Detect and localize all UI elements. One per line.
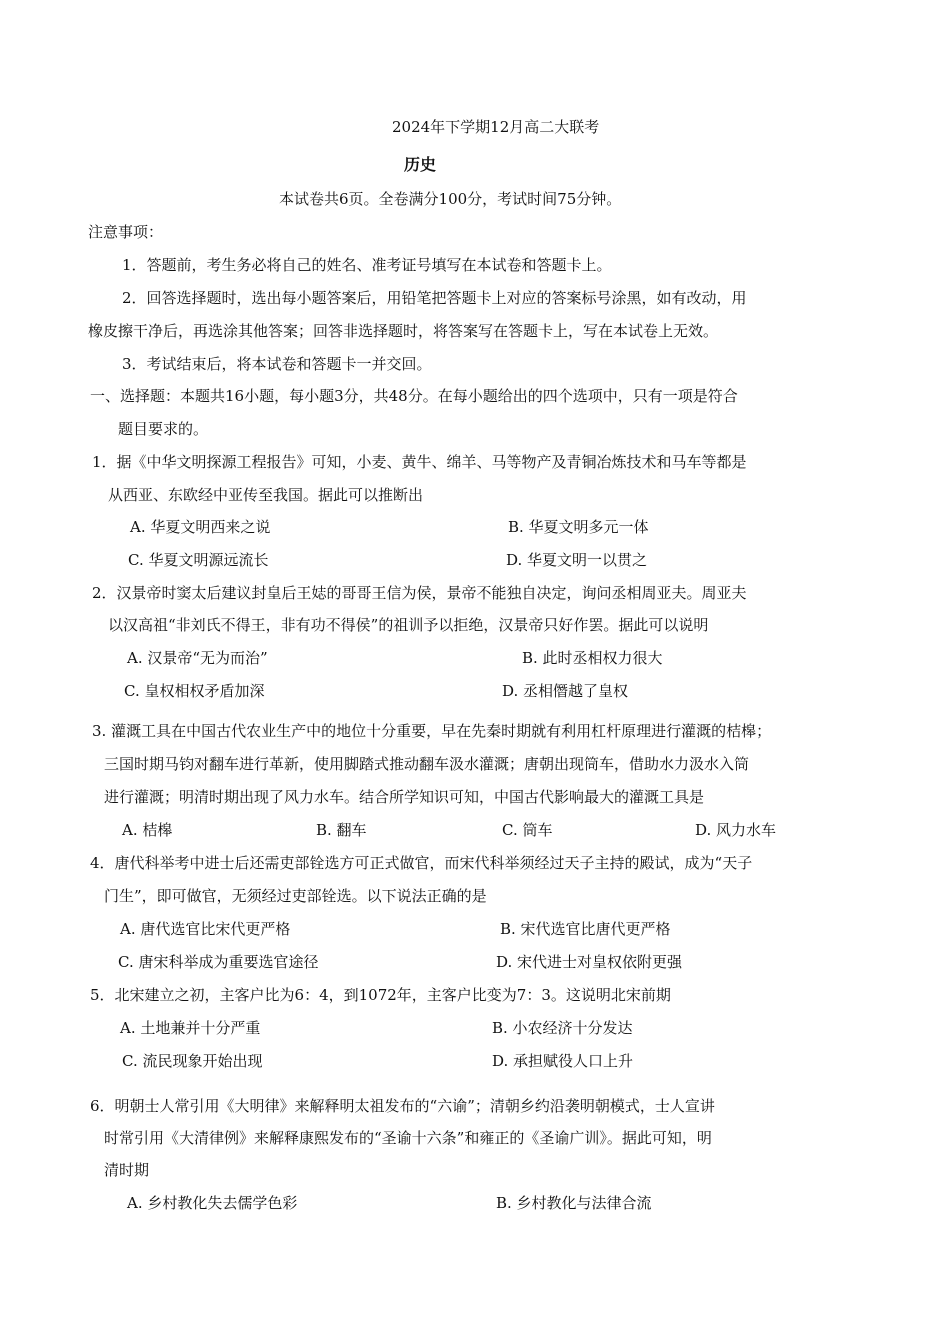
exam-title: 2024年下学期12月高二大联考 — [392, 118, 600, 136]
question-2-option-c: C. 皇权相权矛盾加深 — [124, 682, 265, 700]
question-2-option-a: A. 汉景帝“无为而治” — [127, 649, 268, 667]
note-item-continued: 橡皮擦干净后，再选涂其他答案；回答非选择题时，将答案写在答题卡上，写在本试卷上无效。 — [88, 322, 719, 340]
question-5-stem: 5．北宋建立之初，主客户比为6：4，到1072年，主客户比变为7：3。这说明北宋前期 — [90, 986, 671, 1004]
question-6-stem-continued: 时常引用《大清律例》来解释康熙发布的“圣谕十六条”和雍正的《圣谕广训》。据此可知，明 — [104, 1129, 712, 1147]
question-1-stem: 1．据《中华文明探源工程报告》可知，小麦、黄牛、绵羊、马等物产及青铜冶炼技术和马车等都是 — [92, 453, 747, 471]
question-1-stem-continued: 从西亚、东欧经中亚传至我国。据此可以推断出 — [108, 486, 424, 504]
note-item: 2．回答选择题时，选出每小题答案后，用铅笔把答题卡上对应的答案标号涂黑，如有改动，用 — [122, 289, 747, 307]
question-6-stem: 6．明朝士人常引用《大明律》来解释明太祖发布的“六谕”；清朝乡约沿袭明朝模式，士人宣讲 — [90, 1097, 715, 1115]
question-4-stem-continued: 门生”，即可做官，无须经过吏部铨选。以下说法正确的是 — [104, 887, 487, 905]
question-6-option-b: B. 乡村教化与法律合流 — [496, 1194, 652, 1212]
question-5-option-d: D. 承担赋役人口上升 — [492, 1052, 634, 1070]
question-6-option-a: A. 乡村教化失去儒学色彩 — [127, 1194, 298, 1212]
question-2-stem-continued: 以汉高祖“非刘氏不得王，非有功不得侯”的祖训予以拒绝，汉景帝只好作罢。据此可以说明 — [108, 616, 709, 634]
question-3-option-d: D. 风力水车 — [695, 821, 777, 839]
question-5-option-c: C. 流民现象开始出现 — [122, 1052, 263, 1070]
question-3-stem-continued: 三国时期马钧对翻车进行革新，使用脚踏式推动翻车汲水灌溉；唐朝出现筒车，借助水力汲水入筒 — [104, 755, 750, 773]
section-heading: 一、选择题：本题共16小题，每小题3分，共48分。在每小题给出的四个选项中，只有一项是符合 — [90, 387, 738, 405]
question-4-option-b: B. 宋代选官比唐代更严格 — [500, 920, 671, 938]
question-5-option-b: B. 小农经济十分发达 — [492, 1019, 633, 1037]
question-4-option-d: D. 宋代进士对皇权依附更强 — [496, 953, 683, 971]
note-item: 3．考试结束后，将本试卷和答题卡一并交回。 — [122, 355, 432, 373]
question-6-stem-continued: 清时期 — [104, 1161, 150, 1179]
note-item: 1．答题前，考生务必将自己的姓名、准考证号填写在本试卷和答题卡上。 — [122, 256, 612, 274]
notes-heading: 注意事项： — [88, 223, 164, 241]
question-2-stem: 2．汉景帝时窦太后建议封皇后王娡的哥哥王信为侯，景帝不能独自决定，询问丞相周亚夫。周亚夫 — [92, 584, 747, 602]
question-4-stem: 4．唐代科举考中进士后还需吏部铨选方可正式做官，而宋代科举须经过天子主持的殿试，成为“天子 — [90, 854, 753, 872]
question-4-option-c: C. 唐宋科举成为重要选官途径 — [118, 953, 319, 971]
question-5-option-a: A. 土地兼并十分严重 — [120, 1019, 261, 1037]
question-3-stem-continued: 进行灌溉；明清时期出现了风力水车。结合所学知识可知，中国古代影响最大的灌溉工具是 — [104, 788, 705, 806]
exam-info: 本试卷共6页。全卷满分100分，考试时间75分钟。 — [279, 190, 622, 208]
question-1-option-c: C. 华夏文明源远流长 — [128, 551, 269, 569]
section-heading-continued: 题目要求的。 — [118, 420, 209, 438]
question-2-option-b: B. 此时丞相权力很大 — [522, 649, 663, 667]
subject-title: 历史 — [404, 155, 437, 174]
question-1-option-d: D. 华夏文明一以贯之 — [506, 551, 648, 569]
question-3-option-c: C. 筒车 — [502, 821, 553, 839]
question-2-option-d: D. 丞相僭越了皇权 — [502, 682, 629, 700]
question-3-option-b: B. 翻车 — [316, 821, 367, 839]
question-3-stem: 3. 灌溉工具在中国古代农业生产中的地位十分重要，早在先秦时期就有利用杠杆原理进行灌溉的桔槔； — [92, 722, 772, 740]
question-4-option-a: A. 唐代选官比宋代更严格 — [120, 920, 291, 938]
question-3-option-a: A. 桔槔 — [122, 821, 173, 839]
question-1-option-b: B. 华夏文明多元一体 — [508, 518, 649, 536]
question-1-option-a: A. 华夏文明西来之说 — [130, 518, 271, 536]
